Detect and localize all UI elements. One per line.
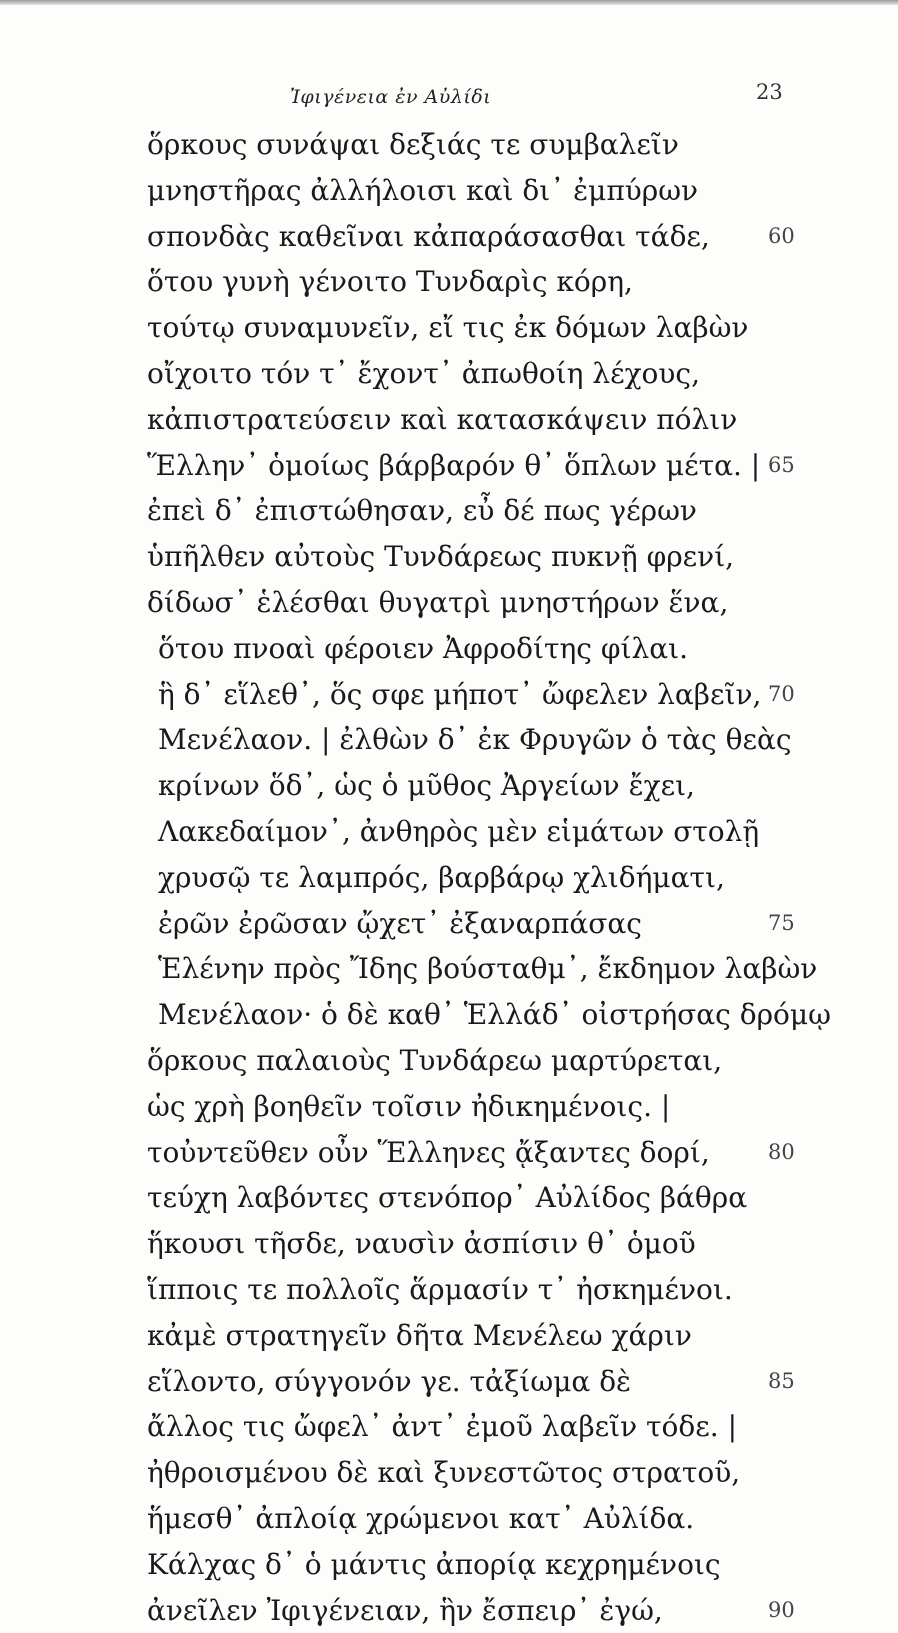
verse-text: κἀπιστρατεύσειν καὶ κατασκάψειν πόλιν (147, 397, 737, 443)
verse-text: Ἑλένην πρὸς Ἴδης βούσταθμ᾽, ἔκδημον λαβὼν (158, 946, 817, 992)
verse-text: Λακεδαίμον᾽, ἀνθηρὸς μὲν εἱμάτων στολῇ (158, 809, 759, 855)
verse-text: ὅρκους συνάψαι δεξιάς τε συμβαλεῖν (147, 122, 679, 168)
verse-text: Μενέλαον. | ἐλθὼν δ᾽ ἐκ Φρυγῶν ὁ τὰς θεὰς (158, 717, 792, 763)
line-number: 65 (768, 443, 795, 489)
verse-text: τούτῳ συναμυνεῖν, εἴ τις ἐκ δόμων λαβὼν (147, 305, 748, 351)
verse-text: χρυσῷ τε λαμπρός, βαρβάρῳ χλιδήματι, (158, 855, 725, 901)
verse-text: δίδωσ᾽ ἑλέσθαι θυγατρὶ μνηστήρων ἕνα, (147, 580, 728, 626)
verse-text: ὡς χρὴ βοηθεῖν τοῖσιν ἠδικημένοις. | (147, 1084, 670, 1130)
verse-text: ὅρκους παλαιοὺς Τυνδάρεω μαρτύρεται, (147, 1038, 722, 1084)
verse-text: ὅτου πνοαὶ φέροιεν Ἀφροδίτης φίλαι. (158, 626, 688, 672)
verse-line (0, 1038, 898, 1084)
verse-line (0, 901, 898, 947)
verse-line (0, 1359, 898, 1405)
verse-line (0, 992, 898, 1038)
verse-text: τοὐντεῦθεν οὖν Ἕλληνες ᾄξαντες δορί, (147, 1130, 710, 1176)
verse-text: ἠθροισμένου δὲ καὶ ξυνεστῶτος στρατοῦ, (147, 1450, 740, 1496)
verse-text: ἄλλος τις ὤφελ᾽ ἀντ᾽ ἐμοῦ λαβεῖν τόδε. | (147, 1404, 737, 1450)
verse-text: ἐπεὶ δ᾽ ἐπιστώθησαν, εὖ δέ πως γέρων (147, 488, 697, 534)
verse-text: μνηστῆρας ἀλλήλοισι καὶ δι᾽ ἐμπύρων (147, 168, 698, 214)
verse-line (0, 1496, 898, 1542)
verse-line (0, 1404, 898, 1450)
verse-text: Ἕλλην᾽ ὁμοίως βάρβαρόν θ᾽ ὅπλων μέτα. | (147, 443, 760, 489)
verse-line (0, 1542, 898, 1588)
verse-text: ἣ δ᾽ εἵλεθ᾽, ὅς σφε μήποτ᾽ ὤφελεν λαβεῖν, (158, 672, 761, 718)
verse-text: ἵπποις τε πολλοῖς ἅρμασίν τ᾽ ἠσκημένοι. (147, 1267, 733, 1313)
verse-text: Μενέλαον· ὁ δὲ καθ᾽ Ἑλλάδ᾽ οἰστρήσας δρόμῳ (158, 992, 831, 1038)
verse-text: τεύχη λαβόντες στενόπορ᾽ Αὐλίδος βάθρα (147, 1175, 747, 1221)
verse-text: Κάλχας δ᾽ ὁ μάντις ἀπορίᾳ κεχρημένοις (147, 1542, 721, 1588)
verse-line (0, 443, 898, 489)
line-number: 90 (768, 1588, 795, 1633)
verse-line (0, 259, 898, 305)
verse-text: κρίνων ὅδ᾽, ὡς ὁ μῦθος Ἀργείων ἔχει, (158, 763, 695, 809)
verse-line (0, 1450, 898, 1496)
verse-line (0, 1084, 898, 1130)
verse-text: ἥκουσι τῆσδε, ναυσὶν ἀσπίσιν θ᾽ ὁμοῦ (147, 1221, 696, 1267)
running-title: Ἰφιγένεια ἐν Αὐλίδι (290, 86, 491, 108)
verse-line (0, 488, 898, 534)
verse-text: εἵλοντο, σύγγονόν γε. τἀξίωμα δὲ (147, 1359, 631, 1405)
verse-text: κἀμὲ στρατηγεῖν δῆτα Μενέλεω χάριν (147, 1313, 692, 1359)
verse-line (0, 763, 898, 809)
verse-line (0, 168, 898, 214)
verse-line (0, 672, 898, 718)
verse-line (0, 717, 898, 763)
verse-text: ἐρῶν ἐρῶσαν ᾤχετ᾽ ἐξαναρπάσας (158, 901, 642, 947)
verse-line (0, 214, 898, 260)
verse-line (0, 534, 898, 580)
verse-line (0, 1130, 898, 1176)
verse-line (0, 122, 898, 168)
verse-line (0, 809, 898, 855)
page-number: 23 (756, 80, 783, 104)
verse-line (0, 1221, 898, 1267)
verse-text: ὅτου γυνὴ γένοιτο Τυνδαρὶς κόρη, (147, 259, 633, 305)
verse-line (0, 305, 898, 351)
verse-line (0, 351, 898, 397)
line-number: 85 (768, 1359, 795, 1405)
verse-text: ὑπῆλθεν αὐτοὺς Τυνδάρεως πυκνῇ φρενί, (147, 534, 734, 580)
verse-text: ἥμεσθ᾽ ἀπλοίᾳ χρώμενοι κατ᾽ Αὐλίδα. (147, 1496, 694, 1542)
verse-line (0, 626, 898, 672)
verse-text: ἀνεῖλεν Ἰφιγένειαν, ἣν ἔσπειρ᾽ ἐγώ, (147, 1588, 663, 1633)
verse-line (0, 397, 898, 443)
verse-block (0, 122, 898, 1633)
verse-line (0, 580, 898, 626)
line-number: 80 (768, 1130, 795, 1176)
verse-line (0, 1313, 898, 1359)
line-number: 70 (768, 672, 795, 718)
verse-text: σπονδὰς καθεῖναι κἀπαράσασθαι τάδε, (147, 214, 710, 260)
verse-line (0, 946, 898, 992)
verse-line (0, 1175, 898, 1221)
line-number: 60 (768, 214, 795, 260)
line-number: 75 (768, 901, 795, 947)
top-rule (0, 0, 898, 5)
verse-line (0, 1588, 898, 1633)
verse-text: οἴχοιτο τόν τ᾽ ἔχοντ᾽ ἀπωθοίη λέχους, (147, 351, 700, 397)
verse-line (0, 1267, 898, 1313)
verse-line (0, 855, 898, 901)
